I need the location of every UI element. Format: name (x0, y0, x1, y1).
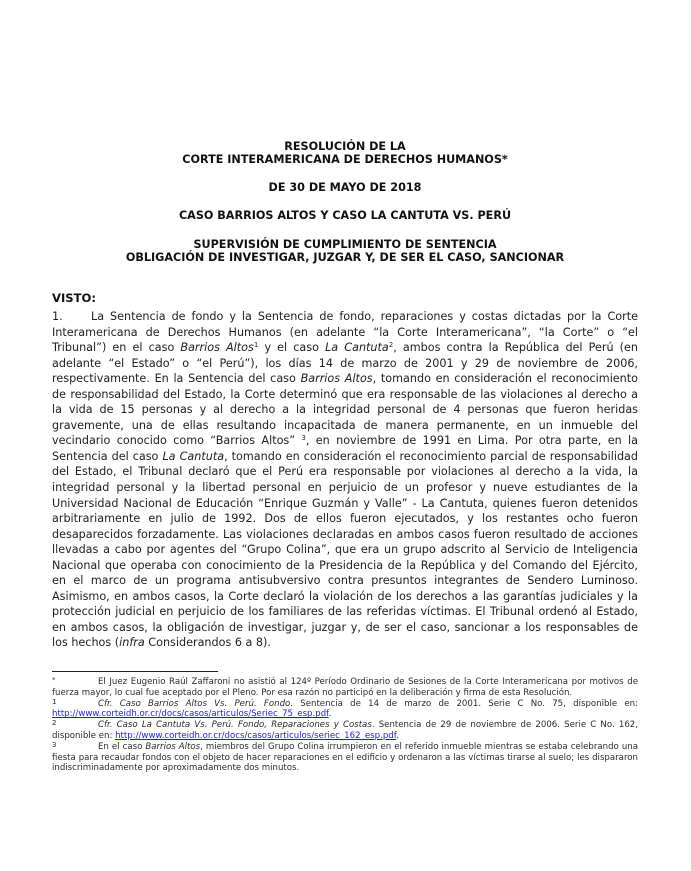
footnote-link[interactable]: http://www.corteidh.or.cr/docs/casos/articulos/Seriec_75_esp.pdf (52, 709, 329, 720)
paragraph-text: , tomando en consideración el reconocimiento parcial de responsabilidad del Estado, el Tribunal declaró que el Perú era responsable por violaciones al derecho a la vida, la integridad personal y la libertad personal en perjuicio de un profesor y nueve estudiantes de la Universidad Nacional de Educación “Enrique Guzmán y Valle” - La Cantuta, quienes fueron detenidos arbitrariamente en julio de 1992. Dos de ellos fueron ejecutados, y los restantes ocho fueron desaparecidos forzadamente. Las violaciones declaradas en ambos casos fueron resultado de acciones llevadas a cabo por agentes del “Grupo Colina”, que era un grupo adscrito al Servicio de Inteligencia Nacional que operaba con conocimiento de la Presidencia de la República y del Comando del Ejército, en el marco de un programa antisubversivo contra presuntos integrantes de Sendero Luminoso. Asimismo, en ambos casos, la Corte declaró la violación de los derechos a las garantías judiciales y la protección judicial en perjuicio de los familiares de las referidas víctimas. El Tribunal ordenó al Estado, en ambos casos, la obligación de investigar, juzgar y, de ser el caso, sancionar a los responsables de los hechos ( (52, 449, 639, 650)
footnote-ref-1[interactable]: 1 (253, 341, 259, 350)
footnote-text: . (328, 709, 332, 720)
footnote-2: 2 Cfr. Caso La Cantuta Vs. Perú. Fondo, Reparaciones y Costas. Sentencia de 29 de noviembre de 2006. Serie C No. 162, disponible en: http://www.corteidh.or.cr/docs/casos/articulos/seriec_162_esp.pdf. (52, 719, 638, 741)
paragraph-text: La Sentencia de fondo y la Sentencia de fondo, reparaciones y costas dictadas por la Corte Interamericana de Derechos Humanos (en adelante “la Corte Interamericana”, “la Corte” o “el Tribunal”) en el caso (52, 310, 638, 355)
subject-line-1: SUPERVISIÓN DE CUMPLIMIENTO DE SENTENCIA (193, 238, 497, 251)
footnote-link[interactable]: http://www.corteidh.or.cr/docs/casos/articulos/seriec_162_esp.pdf (115, 730, 397, 741)
paragraph-text: y el caso (258, 341, 326, 355)
case-name-italic: La Cantuta (325, 341, 389, 355)
title-line-1: RESOLUCIÓN DE LA (284, 140, 406, 153)
footnote-star: * El Juez Eugenio Raúl Zaffaroni no asistió al 124º Período Ordinario de Sesiones de la Corte Interamericana por motivos de fuerza mayor, lo cual fue aceptado por el Pleno. Por esa razón no participó en la deliberación y firma de esta Resolución. (52, 676, 638, 698)
footnote-text: . Sentencia de 14 de marzo de 2001. Serie C No. 75, disponible en: (290, 698, 638, 709)
paragraph-text: , en noviembre de 1991 en Lima. Por otra parte, en la Sentencia del caso (52, 434, 638, 463)
footnote-citation-italic: Cfr. Caso Barrios Altos Vs. Perú. Fondo (98, 698, 291, 709)
footnote-citation-italic: Cfr. Caso La Cantuta Vs. Perú. Fondo, Reparaciones y Costas (98, 720, 372, 731)
title-line-2: CORTE INTERAMERICANA DE DERECHOS HUMANOS* (182, 153, 508, 166)
case-name-italic: Barrios Altos (145, 741, 201, 752)
case-name-italic: La Cantuta (162, 449, 225, 463)
case-name-italic: Barrios Altos (300, 372, 373, 386)
footnote-text: El Juez Eugenio Raúl Zaffaroni no asistió al 124º Período Ordinario de Sesiones de la Corte Interamericana por motivos de fuerza mayor, lo cual fue aceptado por el Pleno. Por esa razón no participó en la deliberación y firma de esta Resolución. (52, 677, 638, 698)
paragraph-number: 1. (52, 310, 63, 323)
footnote-text: , miembros del Grupo Colina irrumpieron en el referido inmueble mientras se estaba celebrando una fiesta para recaudar fondos con el objeto de hacer reparaciones en el edificio y ordenaron a las víctimas tirarse al suelo; les dispararon indiscriminadamente por aproximadamente dos minutos. (52, 741, 638, 774)
resolution-title (52, 140, 638, 166)
footnote-separator (52, 671, 218, 672)
footnote-1: 1 Cfr. Caso Barrios Altos Vs. Perú. Fondo. Sentencia de 14 de marzo de 2001. Serie C No. 75, disponible en: http://www.corteidh.or.cr/docs/casos/articulos/Seriec_75_esp.pdf. (52, 697, 638, 720)
footnote-text: . Sentencia de 29 de noviembre de 2006. Serie C No. 162, disponible en: (52, 720, 638, 741)
footnote-text: . (396, 730, 399, 741)
subject-heading (52, 238, 638, 264)
footnotes (52, 677, 638, 774)
paragraph-1 (52, 309, 638, 651)
resolution-date: DE 30 DE MAYO DE 2018 (268, 181, 422, 194)
footnote-ref-2[interactable]: 2 (388, 341, 394, 350)
paragraph-text: Considerandos 6 a 8). (144, 636, 271, 650)
subject-line-2: OBLIGACIÓN DE INVESTIGAR, JUZGAR Y, DE SER EL CASO, SANCIONAR (125, 251, 565, 264)
paragraph-text: , tomando en consideración el reconocimiento de responsabilidad del Estado, la Corte determinó que era responsable de las violaciones al derecho a la vida de 15 personas y al derecho a la integridad personal de 4 personas que fueron heridas gravemente, una de ellas resultando incapacitada de manera permanente, en un inmueble del vecindario conocido como “Barrios Altos” (52, 372, 639, 448)
footnote-ref-3[interactable]: 3 (301, 434, 306, 443)
case-title: CASO BARRIOS ALTOS Y CASO LA CANTUTA VS. PERÚ (178, 209, 512, 222)
section-label-visto: VISTO: (52, 291, 97, 305)
case-name-italic: Barrios Altos (180, 341, 254, 355)
footnote-3: 3 En el caso Barrios Altos, miembros del Grupo Colina irrumpieron en el referido inmueble mientras se estaba celebrando una fiesta para recaudar fondos con el objeto de hacer reparaciones en el edificio y ordenaron a las víctimas tirarse al suelo; les dispararon indiscriminadamente por aproximadamente dos minutos. (52, 740, 638, 774)
footnote-text: En el caso (98, 741, 146, 752)
paragraph-text: , ambos contra la República del Perú (en adelante “el Estado” o “el Perú”), los días 14 de marzo de 2001 y 29 de noviembre de 2006, respectivamente. En la Sentencia del caso (52, 341, 639, 386)
infra-italic: infra (119, 636, 145, 650)
